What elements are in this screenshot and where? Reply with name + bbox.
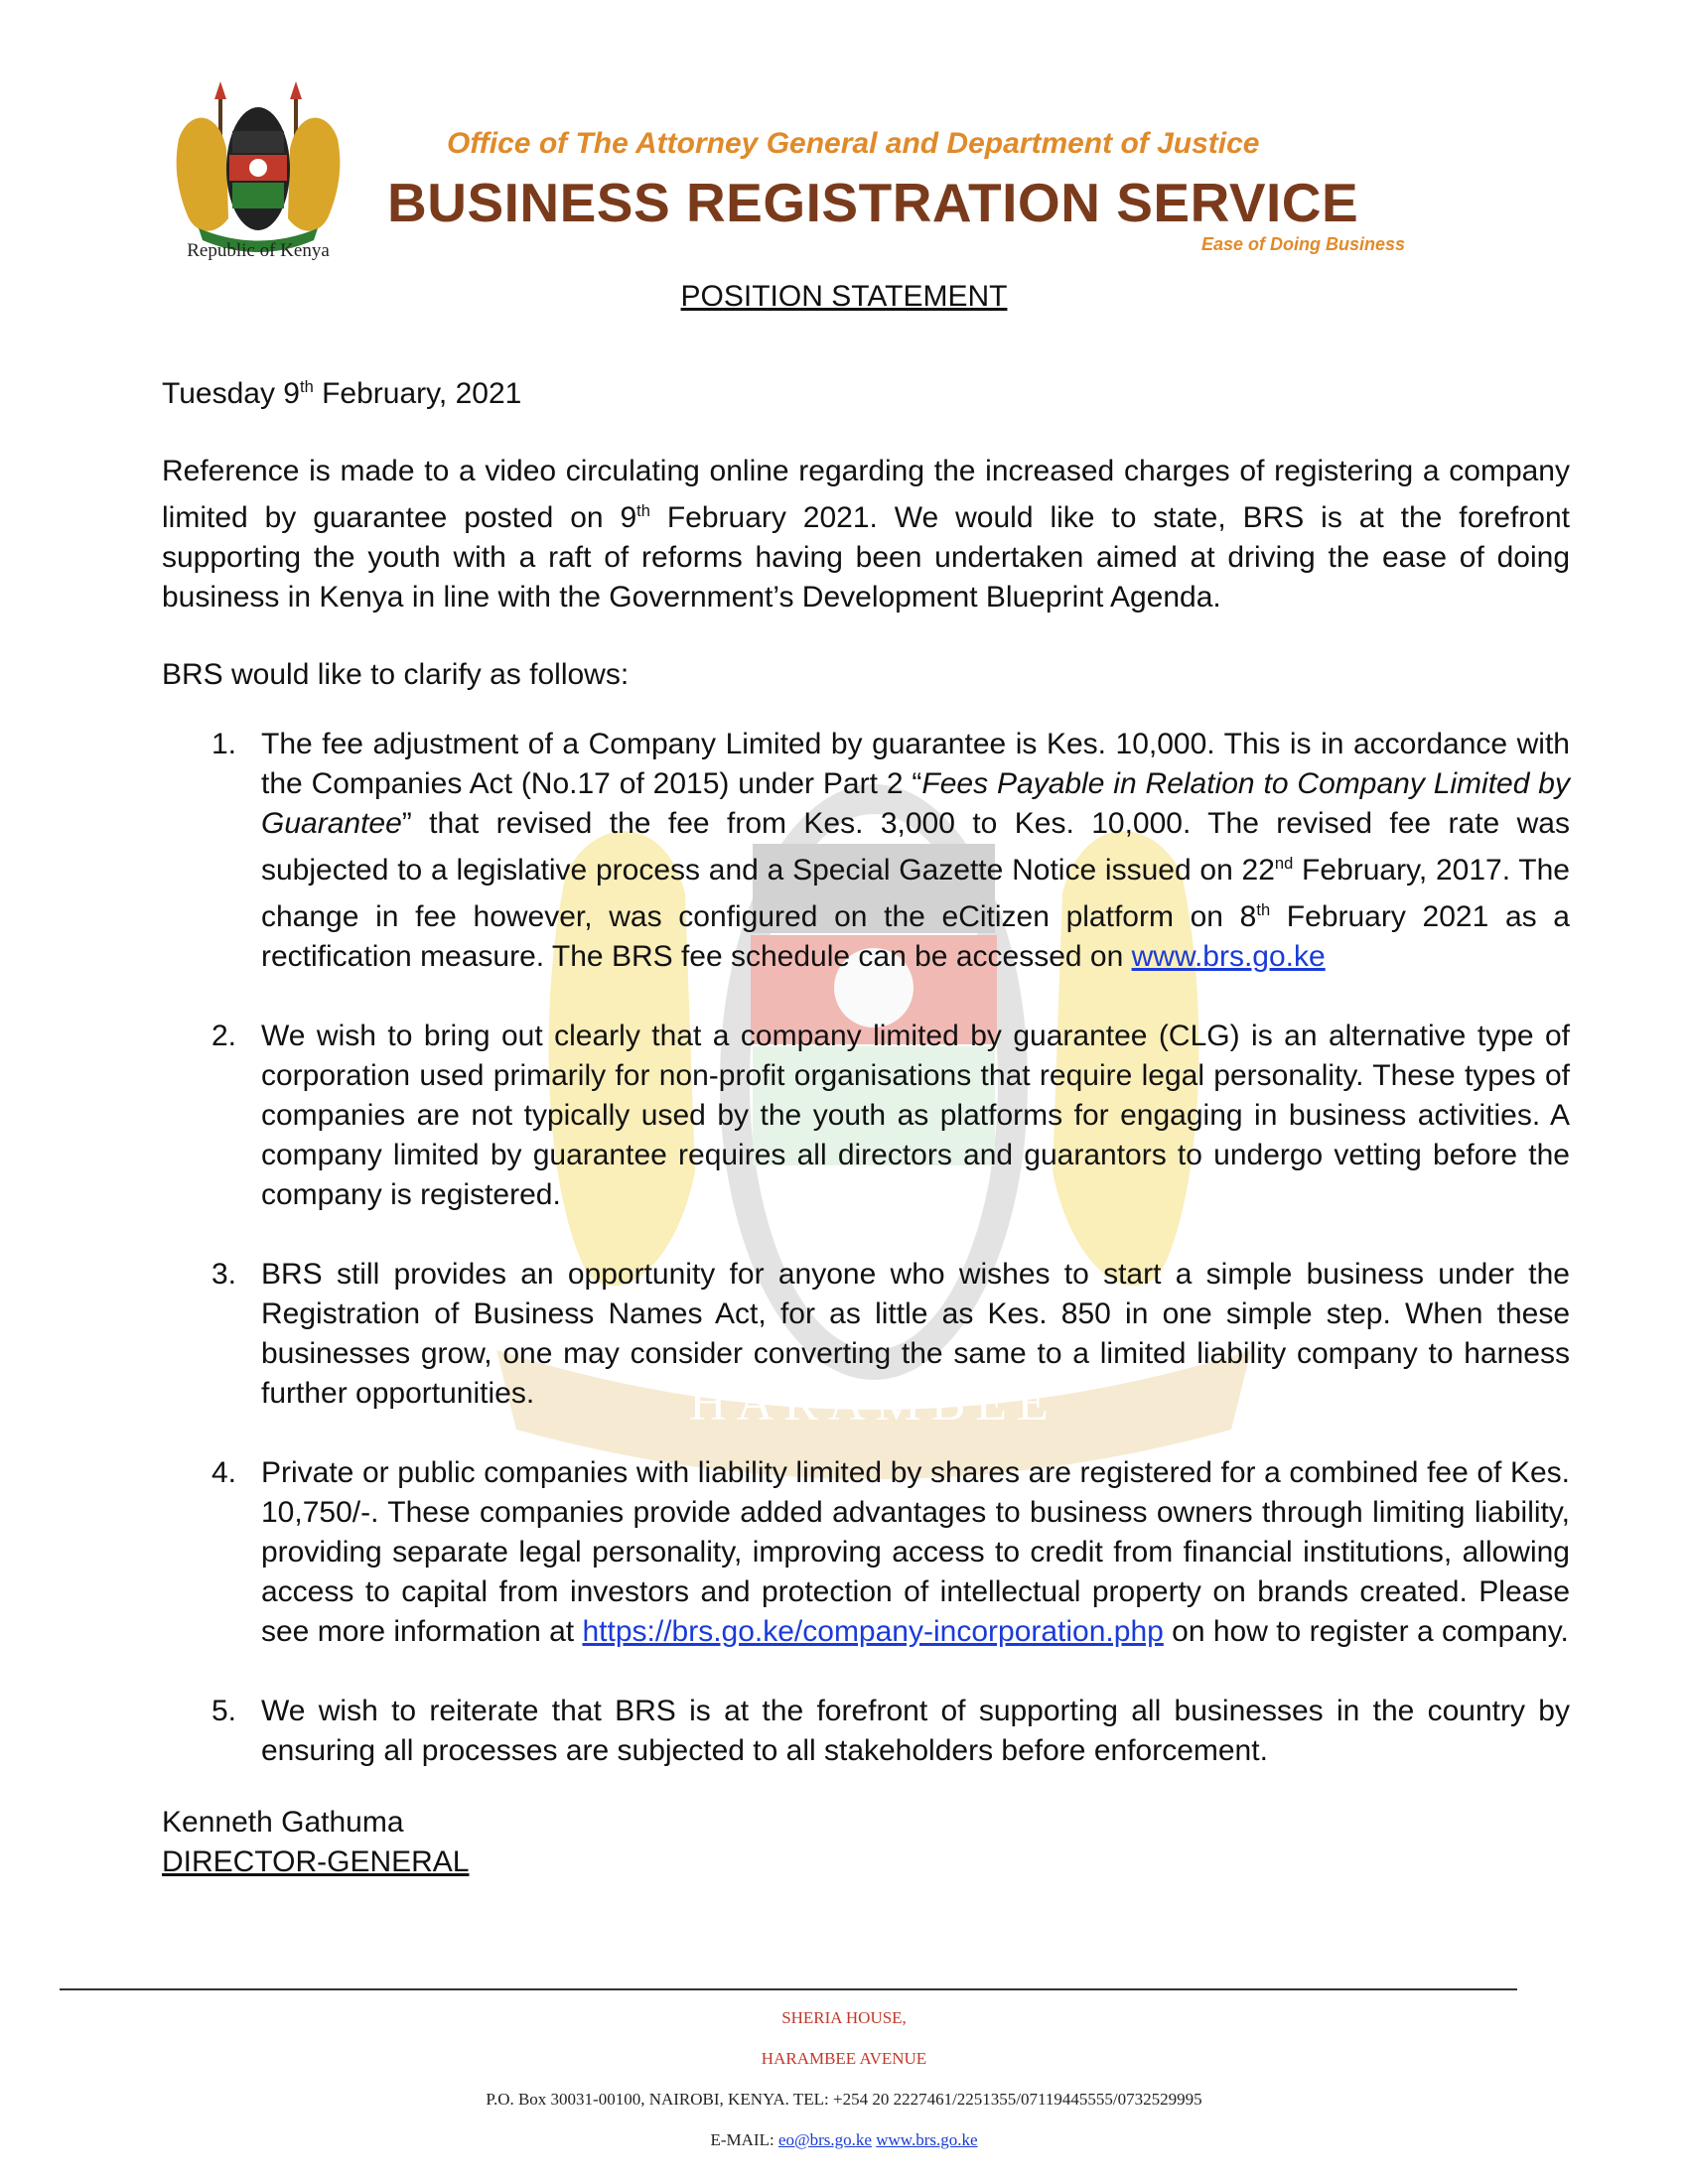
agency-tagline: Ease of Doing Business bbox=[1201, 234, 1406, 254]
footer-contact-line: P.O. Box 30031-00100, NAIROBI, KENYA. TEL: +254 20 2227461/2251355/07119445555/0732529995 bbox=[486, 2090, 1202, 2109]
footer-divider bbox=[60, 1988, 1517, 1990]
list-number: 4. bbox=[211, 1456, 237, 1489]
footer bbox=[0, 1997, 1688, 2160]
footer-address-line-1: SHERIA HOUSE, bbox=[781, 2008, 907, 2027]
letterhead bbox=[159, 69, 1430, 278]
footer-website-link[interactable]: www.brs.go.ke bbox=[876, 2130, 978, 2149]
agency-name: BUSINESS REGISTRATION SERVICE bbox=[387, 172, 1359, 233]
company-incorporation-link[interactable]: https://brs.go.ke/company-incorporation.php bbox=[582, 1615, 1164, 1648]
points-list bbox=[162, 725, 1570, 1771]
watermark-motto: HARAMBEE bbox=[689, 1375, 1058, 1432]
signatory-title: DIRECTOR-GENERAL bbox=[162, 1845, 470, 1878]
list-item: 2. We wish to bring out clearly that a company limited by guarantee (CLG) is an alternative type of corporation used primarily for non-profit organisations that require legal personality. These types of companies are not typically used by the youth as platforms for engaging in business activities. A company limited by guarantee requires all directors and guarantors to undergo vetting before the company is registered. bbox=[162, 1017, 1570, 1215]
list-number: 5. bbox=[211, 1695, 237, 1727]
office-line: Office of The Attorney General and Department of Justice bbox=[447, 127, 1260, 160]
statement-date: Tuesday 9th February, 2021 bbox=[162, 377, 522, 410]
document-body bbox=[162, 367, 1570, 1882]
list-item: 1. The fee adjustment of a Company Limited by guarantee is Kes. 10,000. This is in accordance with the Companies Act (No.17 of 2015) under Part 2 “Fees Payable in Relation to Company Limited by Guarantee” that revised the fee from Kes. 3,000 to Kes. 10,000. The revised fee rate was subjected to a legislative process and a Special Gazette Notice issued on 22nd February, 2017. The change in fee however, was configured on the eCitizen platform on 8th February 2021 as a rectification measure. The BRS fee schedule can be accessed on www.brs.go.ke bbox=[162, 725, 1570, 977]
coat-of-arms-caption: Republic of Kenya bbox=[187, 240, 330, 261]
list-item: 4. Private or public companies with liability limited by shares are registered for a combined fee of Kes. 10,750/-. These companies provide added advantages to business owners through limiting liability, providing separate legal personality, improving access to credit from financial institutions, allowing access to capital from investors and protection of intellectual property on brands created. Please see more information at https://brs.go.ke/company-incorporation.php on how to register a company. bbox=[162, 1453, 1570, 1652]
list-item: 5. We wish to reiterate that BRS is at the forefront of supporting all businesses in the country by ensuring all processes are subjected to all stakeholders before enforcement. bbox=[162, 1692, 1570, 1771]
email-link[interactable]: eo@brs.go.ke bbox=[777, 2130, 872, 2149]
intro-paragraph: Reference is made to a video circulating online regarding the increased charges of registering a company limited by guarantee posted on 9th February 2021. We would like to state, BRS is at the forefront supporting the youth with a raft of reforms having been undertaken aimed at driving the ease of doing business in Kenya in line with the Government’s Development Blueprint Agenda. bbox=[162, 455, 1571, 614]
list-number: 3. bbox=[211, 1258, 237, 1291]
signature-block bbox=[162, 1803, 1570, 1882]
list-number: 1. bbox=[211, 728, 237, 760]
list-number: 2. bbox=[211, 1020, 237, 1052]
clarify-line: BRS would like to clarify as follows: bbox=[162, 658, 630, 691]
document-title: POSITION STATEMENT bbox=[680, 280, 1008, 313]
signatory-name: Kenneth Gathuma bbox=[162, 1806, 404, 1839]
footer-email-line: E-MAIL: eo@brs.go.ke www.brs.go.ke bbox=[710, 2130, 978, 2149]
footer-address-line-2: HARAMBEE AVENUE bbox=[761, 2049, 927, 2068]
brs-website-link[interactable]: www.brs.go.ke bbox=[1131, 940, 1326, 973]
list-item: 3. BRS still provides an opportunity for anyone who wishes to start a simple business under the Registration of Business Names Act, for as little as Kes. 850 in one simple step. When these businesses grow, one may consider converting the same to a limited liability company to harness further opportunities. bbox=[162, 1255, 1570, 1414]
